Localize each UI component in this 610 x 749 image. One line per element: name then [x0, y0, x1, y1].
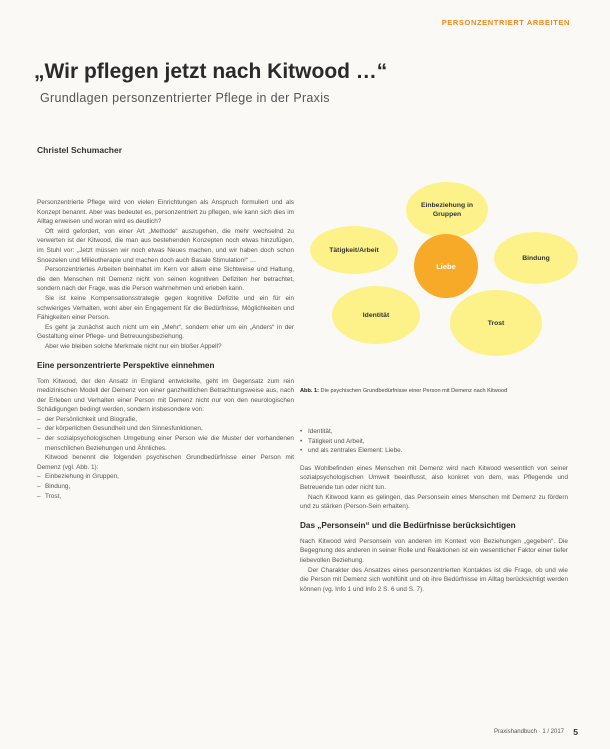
paragraph: Nach Kitwood kann es gelingen, das Personsein eines Menschen mit Demenz zu fördern und zu stärken (Person-Sein erhalten).	[300, 493, 568, 511]
author-name: Christel Schumacher	[37, 145, 123, 155]
article-subtitle: Grundlagen personzentrierter Pflege in der Praxis	[40, 91, 330, 105]
paragraph: Das Wohlbefinden eines Menschen mit Demenz wird nach Kitwood wesentlich von seiner sozialpsychologischen Umwelt beeinflusst, also konkret von dem, was Pflegende und Betreuende tun oder nicht tun.	[300, 464, 568, 491]
caption-text: Die psychischen Grundbedürfnisse einer Person mit Demenz nach Kitwood	[320, 388, 508, 394]
paragraph: Personzentrierte Pflege wird von vielen Einrichtungen als Anspruch formuliert und als Konzept benannt. Aber was bedeutet es, personzentriert zu pflegen, wie kann sich dies im Alltag erweisen und woran wird es deutlich?	[37, 199, 294, 226]
petal-label: Bindung	[522, 254, 550, 262]
needs-list-continued	[300, 427, 568, 456]
caption-label: Abb. 1:	[300, 388, 319, 394]
paragraph: Nach Kitwood wird Personsein von anderen im Kontext von Beziehungen „gegeben“. Die Begegnung des anderen in seiner Rolle und Reaktionen ist ein wesentlicher Faktor einer tiefer liebevollen Beziehung.	[300, 537, 568, 564]
petal-label: Einbeziehung in Gruppen	[420, 202, 474, 218]
petal-label: Trost	[487, 319, 505, 327]
center-label: Liebe	[436, 261, 456, 271]
section-heading: Eine personzentrierte Perspektive einnehmen	[37, 360, 215, 370]
paragraph: Tom Kitwood, der den Ansatz in England entwickelte, geht im Gegensatz zum rein medizinischen Modell der Demenz von einer ganzheitlichen Betrachtungsweise aus, nach der Erleben und Verhalten einer Person mit Demenz nicht nur von den neurologischen Schädigungen bedingt werden, sondern insbesondere von:	[37, 377, 294, 414]
petal-occupation	[310, 226, 398, 274]
petal-identity	[332, 286, 420, 344]
petal-label: Identität	[362, 311, 390, 319]
paragraph: Aber wie bleiben solche Merkmale nicht nur ein bloßer Appell?	[45, 342, 222, 350]
article-title: „Wir pflegen jetzt nach Kitwood …“	[34, 60, 388, 83]
list-item: • und als zentrales Element: Liebe.	[300, 446, 568, 456]
petal-inclusion	[406, 182, 488, 238]
right-column	[300, 427, 568, 594]
petal-comfort	[450, 290, 542, 356]
needs-list	[37, 472, 294, 501]
paragraph: Sie ist keine Kompensationsstrategie gegen kognitive Defizite und ein für ein schwieriges Verhalten, wohl aber ein Engagement für die Bedürfnisse, Möglichkeiten und Fähigkeiten einer Person.	[37, 294, 294, 322]
list-item: • Identität,	[300, 427, 568, 437]
section-heading: Das „Personsein“ und die Bedürfnisse berücksichtigen	[300, 520, 516, 530]
list-item: – der sozialpsychologischen Umgebung einer Person wie die Muster der vorhandenen menschlichen Beziehungen und Ähnliches.	[37, 434, 294, 453]
list-item: – Einbeziehung in Gruppen,	[37, 472, 294, 482]
list-item: – Bindung,	[37, 482, 294, 492]
list-item: – Trost,	[37, 492, 294, 502]
petal-attachment	[494, 232, 578, 284]
figure-caption	[300, 388, 570, 395]
paragraph: Oft wird gefordert, von einer Art „Methode“ auszugehen, die mehr wechselnd zu verwerten ist der Kitwood, die man aus bestehenden Konzepten noch etwas hinzufügen, im Stuhl vor: „Jetzt müssen wir noch etwas Neues machen, und wir haben doch schon Snoezelen und Milieutherapie und machen doch auch Basale Stimulation!“ …	[37, 227, 294, 264]
paragraph: Der Charakter des Ansatzes eines personzentrierten Kontaktes ist die Frage, ob und wie die Person mit Demenz sich wohlfühlt und ob ihre Bedürfnisse im Alltag berücksichtigt werden können (vg. Info 1 und Info 2 S. 6 und S. 7).	[300, 566, 568, 593]
left-column	[37, 198, 294, 501]
paragraph: Personzentriertes Arbeiten beinhaltet im Kern vor allem eine Sichtweise und Haltung, die den Menschen mit Demenz nicht von seinen kognitiven Defiziten her betrachtet, sondern nach der Frage, was die Person wahrnehmen und erleben kann.	[37, 266, 294, 293]
petal-label: Tätigkeit/Arbeit	[329, 246, 379, 254]
needs-flower-diagram	[300, 182, 590, 372]
list-item: – der körperlichen Gesundheit und den Sinnesfunktionen,	[37, 424, 294, 434]
paragraph: Es geht ja zunächst auch nicht um ein „Mehr“, sondern eher um ein „Anders“ in der Gestaltung einer Pflege- und Betreuungsbeziehung.	[37, 323, 294, 341]
list-item: – der Persönlichkeit und Biografie,	[37, 415, 294, 425]
section-tag: PERSONZENTRIERT ARBEITEN	[441, 18, 570, 27]
page-number: 5	[573, 727, 578, 737]
center-love	[414, 234, 478, 298]
paragraph: Kitwood benennt die folgenden psychischen Grundbedürfnisse einer Person mit Demenz (vgl. Abb. 1):	[37, 454, 294, 471]
list-item: • Tätigkeit und Arbeit,	[300, 437, 568, 447]
factor-list	[37, 415, 294, 453]
footer-magazine: Praxishandbuch · 1 / 2017	[493, 729, 564, 735]
